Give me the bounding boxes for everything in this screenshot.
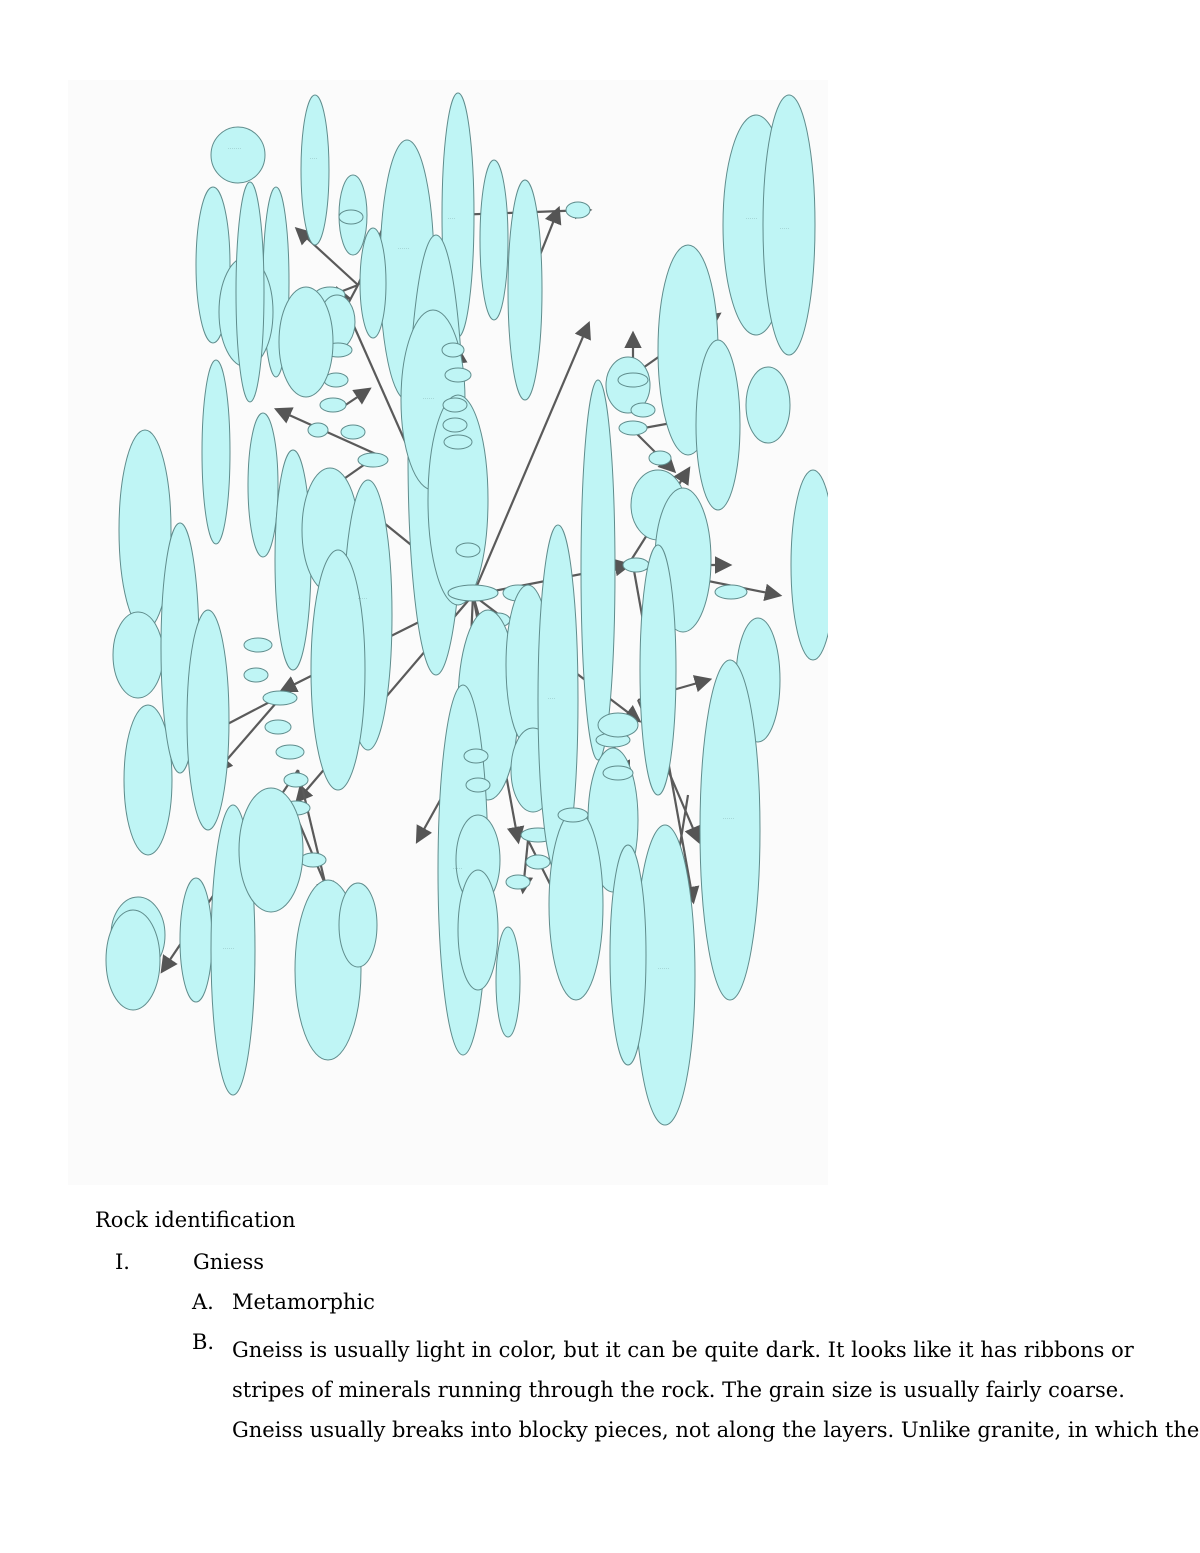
list-item-title: Gniess	[193, 1250, 264, 1274]
list-number-I: I.	[115, 1250, 130, 1274]
svg-text:· · · · · ·: · · · · · ·	[658, 967, 670, 971]
rock-concept-map	[68, 80, 828, 1185]
sublist-item-A-text: Metamorphic	[232, 1290, 375, 1314]
svg-text:· · · · · · ·: · · · · · · ·	[228, 147, 242, 151]
paragraph-line: stripes of minerals running through the rock. The grain size is usually fairly coarse.	[232, 1378, 1125, 1402]
svg-text:· · · · ·: · · · · ·	[358, 597, 368, 601]
sublist-item-B-paragraph	[232, 1330, 1200, 1450]
svg-text:· · · · · ·: · · · · · ·	[723, 817, 735, 821]
svg-text:· · · ·: · · · ·	[448, 217, 456, 221]
svg-text:· · · ·: · · · ·	[548, 697, 556, 701]
svg-text:· · · · ·: · · · · ·	[453, 867, 463, 871]
paragraph-line: Gneiss is usually light in color, but it can be quite dark. It looks like it has ribbons or	[232, 1338, 1134, 1362]
concept-map-svg	[68, 80, 828, 1185]
paragraph-line: Gneiss usually breaks into blocky pieces, not along the layers. Unlike granite, in which the	[232, 1418, 1200, 1442]
sublist-label-B: B.	[192, 1330, 215, 1354]
svg-text:· · · · ·: · · · · ·	[780, 227, 790, 231]
svg-text:· · · · · ·: · · · · · ·	[223, 947, 235, 951]
sublist-label-A: A.	[192, 1290, 214, 1314]
concept-map-nodes	[106, 93, 828, 1125]
svg-text:· · · · · ·: · · · · · ·	[423, 397, 435, 401]
svg-text:· · · ·: · · · ·	[310, 157, 318, 161]
svg-text:· · · · · ·: · · · · · ·	[746, 217, 758, 221]
svg-text:· · · · · ·: · · · · · ·	[398, 247, 410, 251]
section-heading: Rock identification	[95, 1208, 296, 1232]
